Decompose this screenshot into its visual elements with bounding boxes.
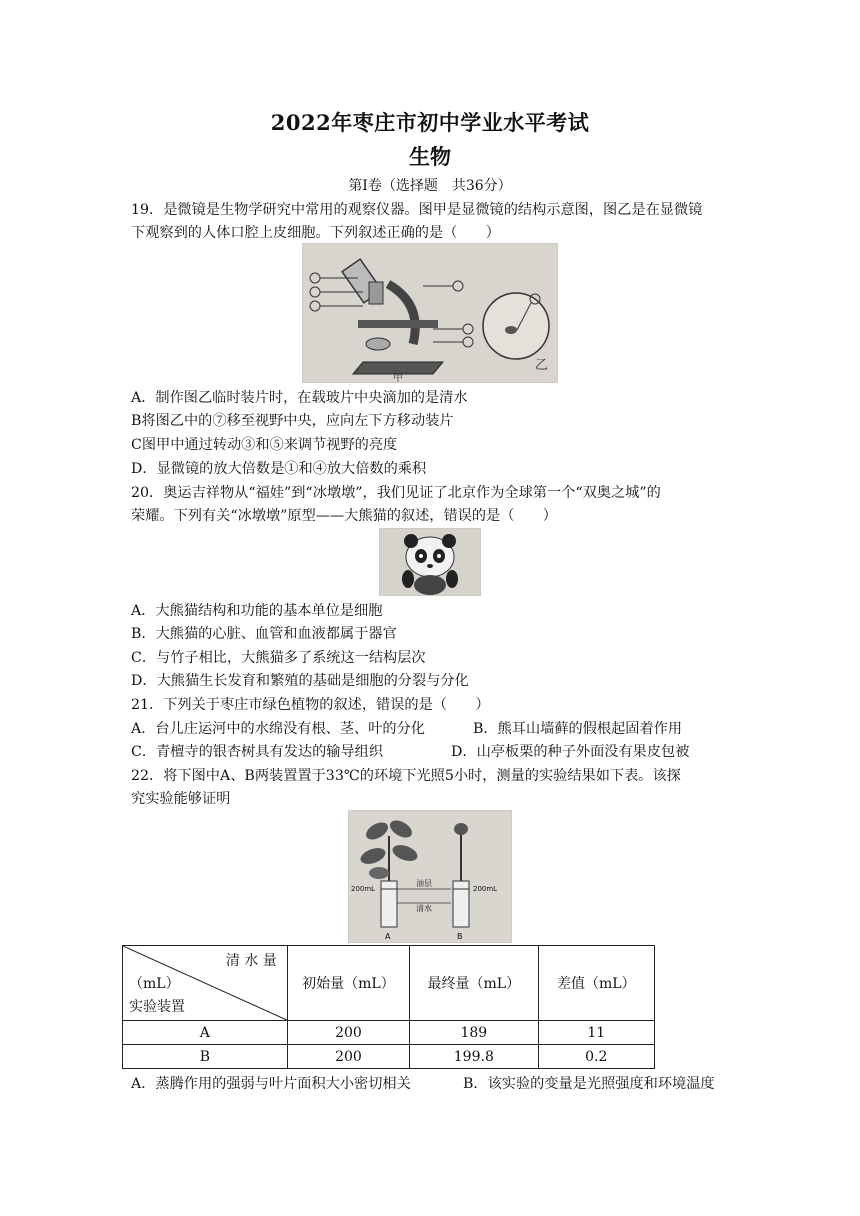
table-row (123, 1045, 655, 1069)
q20-option-a: A．大熊猫结构和功能的基本单位是细胞 (131, 603, 383, 619)
column-header: 最终量（mL） (410, 946, 538, 1021)
final-cell: 189 (410, 1021, 538, 1045)
initial-cell: 200 (287, 1045, 409, 1069)
corner-mid-label: （mL） (129, 976, 180, 992)
transpiration-illustration (349, 811, 511, 942)
device-cell: B (123, 1045, 288, 1069)
microscope-illustration (303, 244, 557, 382)
q20-option-d: D．大熊猫生长发育和繁殖的基础是细胞的分裂与分化 (131, 673, 469, 689)
q20-option-b: B．大熊猫的心脏、血管和血液都属于器官 (131, 626, 397, 642)
exam-title: 2022年枣庄市初中学业水平考试 (270, 110, 590, 135)
q19-stem-line1: 19．是微镜是生物学研究中常用的观察仪器。图甲是显微镜的结构示意图，图乙是在显微镜 (131, 202, 703, 218)
q21-option-a: A．台儿庄运河中的水绵没有根、茎、叶的分化 (131, 721, 425, 737)
q19-option-c: C图甲中通过转动③和⑤来调节视野的亮度 (131, 437, 398, 453)
water-label: 清水 (416, 904, 432, 913)
final-cell: 199.8 (410, 1045, 538, 1069)
q19-option-b: B将图乙中的⑦移至视野中央，应向左下方移动装片 (131, 413, 454, 429)
q22-stem-line1: 22．将下图中A、B两装置置于33℃的环境下光照5小时，测量的实验结果如下表。该探 (131, 768, 681, 784)
q22-stem-line2: 究实验能够证明 (131, 791, 231, 807)
q19-option-d: D．显微镜的放大倍数是①和④放大倍数的乘积 (131, 461, 427, 477)
figure-label-b: 乙 (535, 358, 549, 373)
device-b-label: B (457, 932, 463, 941)
q22-option-a: A．蒸腾作用的强弱与叶片面积大小密切相关 (131, 1076, 411, 1092)
diff-cell: 0.2 (538, 1045, 655, 1069)
corner-top-label: 清 水 量 (225, 953, 277, 969)
panda-illustration (380, 529, 480, 595)
table-header-row (123, 946, 655, 1021)
q21-option-c: C．青檀寺的银杏树具有发达的输导组织 (131, 744, 384, 760)
q21-option-b: B．熊耳山墙藓的假根起固着作用 (473, 721, 683, 737)
q21-option-d: D．山亭板栗的种子外面没有果皮包被 (451, 744, 690, 760)
figure-label-a: 甲 (393, 373, 403, 382)
panda-mascot-image (379, 528, 481, 596)
section-heading: 第Ⅰ卷（选择题 共36分） (348, 178, 512, 194)
diff-cell: 11 (538, 1021, 655, 1045)
q20-stem-line1: 20．奥运吉祥物从“福娃”到“冰墩墩”，我们见证了北京作为全球第一个“双奥之城”的 (131, 485, 661, 501)
left-volume-label: 200mL (351, 885, 376, 893)
initial-cell: 200 (287, 1021, 409, 1045)
subject-title: 生物 (409, 144, 451, 169)
q22-option-b: B．该实验的变量是光照强度和环境温度 (463, 1076, 715, 1092)
corner-bottom-label: 实验装置 (129, 999, 185, 1015)
experiment-results-table (122, 945, 655, 1069)
device-cell: A (123, 1021, 288, 1045)
q21-stem: 21．下列关于枣庄市绿色植物的叙述，错误的是（ ） (131, 697, 490, 713)
transpiration-setup-figure (348, 810, 512, 943)
microscope-figure (302, 243, 558, 383)
q20-stem-line2: 荣耀。下列有关“冰墩墩”原型——大熊猫的叙述，错误的是（ ） (131, 508, 557, 524)
table-row (123, 1021, 655, 1045)
column-header: 差值（mL） (538, 946, 655, 1021)
right-volume-label: 200mL (473, 885, 498, 893)
table-corner-cell (123, 946, 288, 1021)
q19-option-a: A．制作图乙临时装片时，在载玻片中央滴加的是清水 (131, 390, 468, 406)
oil-layer-label: 油层 (416, 879, 432, 888)
column-header: 初始量（mL） (287, 946, 409, 1021)
q19-stem-line2: 下观察到的人体口腔上皮细胞。下列叙述正确的是（ ） (131, 225, 500, 241)
device-a-label: A (385, 932, 391, 941)
q20-option-c: C．与竹子相比，大熊猫多了系统这一结构层次 (131, 650, 426, 666)
